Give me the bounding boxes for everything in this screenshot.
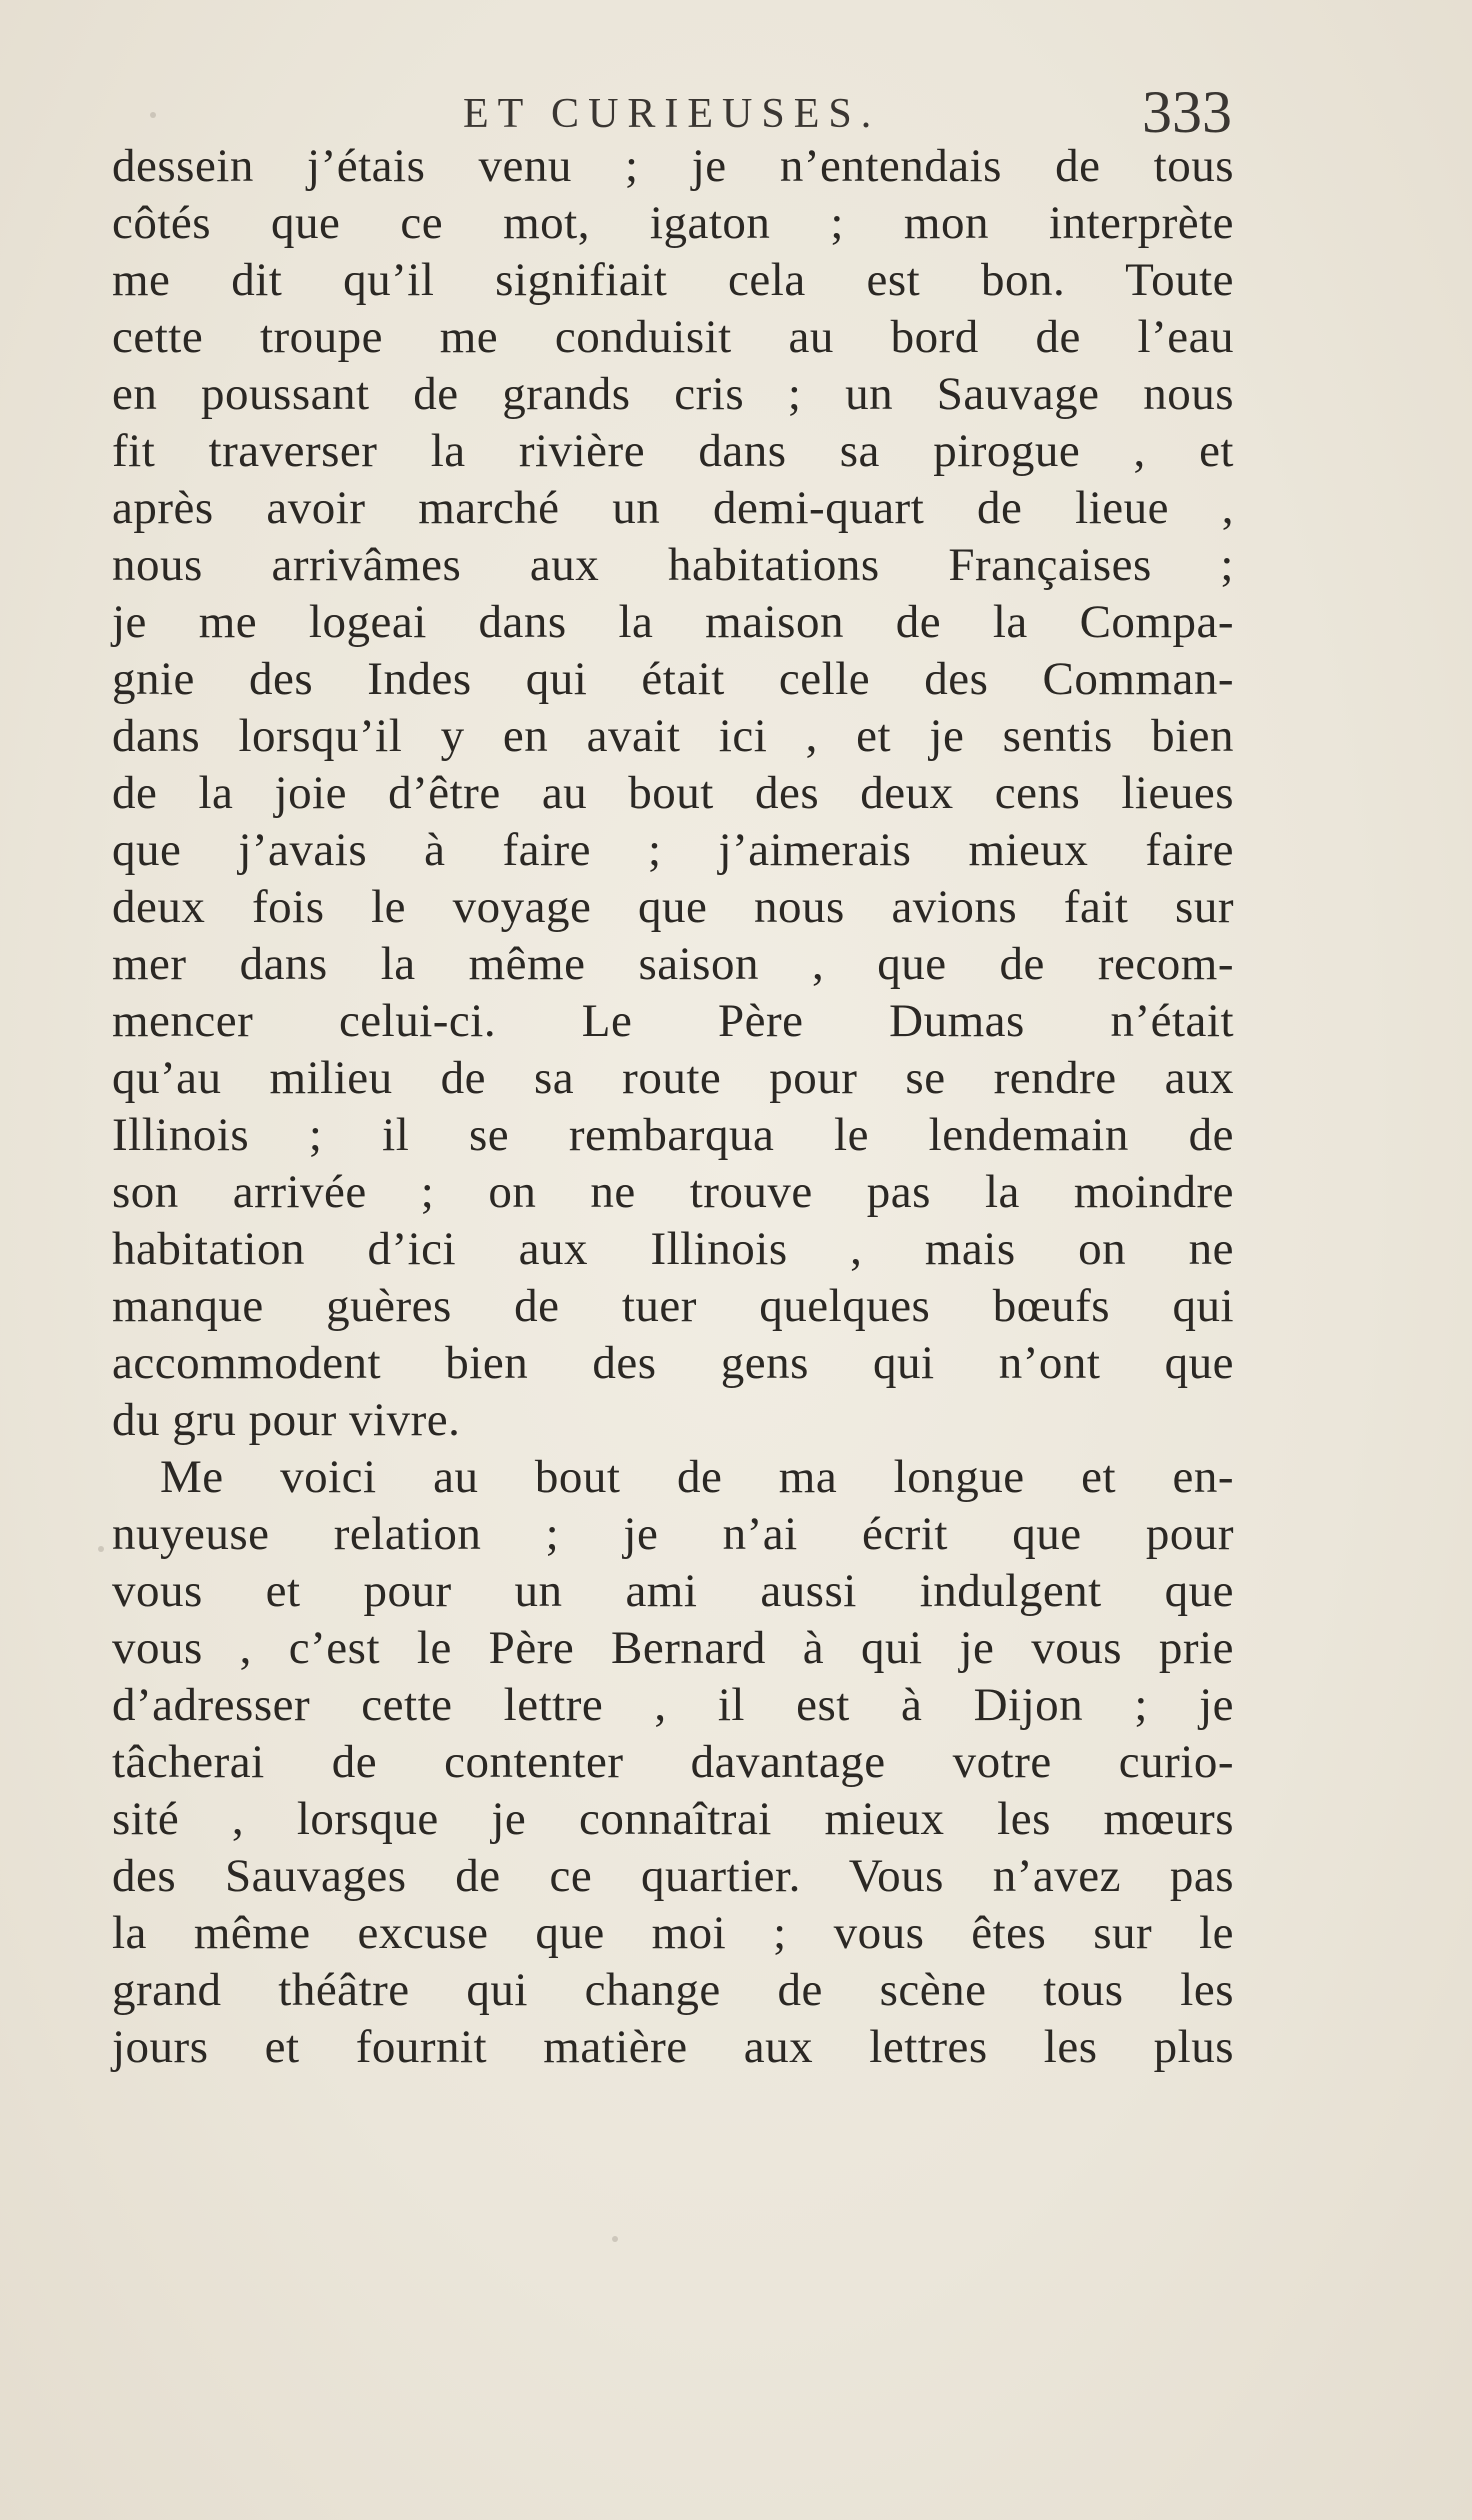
text-line: qu’au milieu de sa route pour se rendre aux [112,1052,1234,1104]
text-line: en poussant de grands cris ; un Sauvage nous [112,368,1234,420]
text-line: tâcherai de contenter davantage votre curio- [112,1736,1234,1788]
text-line: cette troupe me conduisit au bord de l’eau [112,311,1234,363]
ink-speck [150,112,156,118]
text-line: nuyeuse relation ; je n’ai écrit que pour [112,1508,1234,1560]
paragraph-start-line: Me voici au bout de ma longue et en- [160,1451,1234,1503]
text-line: vous , c’est le Père Bernard à qui je vous prie [112,1622,1234,1674]
text-line: me dit qu’il signifiait cela est bon. Toute [112,254,1234,306]
text-line: fit traverser la rivière dans sa pirogue , et [112,425,1234,477]
text-line: sité , lorsque je connaîtrai mieux les mœurs [112,1793,1234,1845]
text-line: des Sauvages de ce quartier. Vous n’avez pas [112,1850,1234,1902]
body-text [112,138,1234,2076]
text-line: de la joie d’être au bout des deux cens lieues [112,767,1234,819]
text-line: son arrivée ; on ne trouve pas la moindre [112,1166,1234,1218]
text-line: nous arrivâmes aux habitations Françaises ; [112,539,1234,591]
text-line: Illinois ; il se rembarqua le lendemain de [112,1109,1234,1161]
text-line: mencer celui-ci. Le Père Dumas n’était [112,995,1234,1047]
running-title: ET CURIEUSES. [463,91,881,137]
ink-speck [98,1546,104,1552]
text-line: gnie des Indes qui était celle des Comman- [112,653,1234,705]
text-line: deux fois le voyage que nous avions fait sur [112,881,1234,933]
text-line: la même excuse que moi ; vous êtes sur le [112,1907,1234,1959]
text-line: dans lorsqu’il y en avait ici , et je sentis bien [112,710,1234,762]
text-line: mer dans la même saison , que de recom- [112,938,1234,990]
text-line: manque guères de tuer quelques bœufs qui [112,1280,1234,1332]
text-line: côtés que ce mot, igaton ; mon interprète [112,197,1234,249]
text-line: habitation d’ici aux Illinois , mais on ne [112,1223,1234,1275]
text-line: jours et fournit matière aux lettres les plus [112,2021,1234,2073]
text-line: que j’avais à faire ; j’aimerais mieux faire [112,824,1234,876]
text-line: accommodent bien des gens qui n’ont que [112,1337,1234,1389]
ink-speck [612,2236,618,2242]
text-line: du gru pour vivre. [112,1394,461,1446]
text-line: vous et pour un ami aussi indulgent que [112,1565,1234,1617]
text-line: d’adresser cette lettre , il est à Dijon ; je [112,1679,1234,1731]
text-line: dessein j’étais venu ; je n’entendais de tous [112,140,1234,192]
text-line: je me logeai dans la maison de la Compa- [112,596,1234,648]
text-line: grand théâtre qui change de scène tous les [112,1964,1234,2016]
text-line: après avoir marché un demi-quart de lieue , [112,482,1234,534]
page-number: 333 [1142,79,1232,145]
